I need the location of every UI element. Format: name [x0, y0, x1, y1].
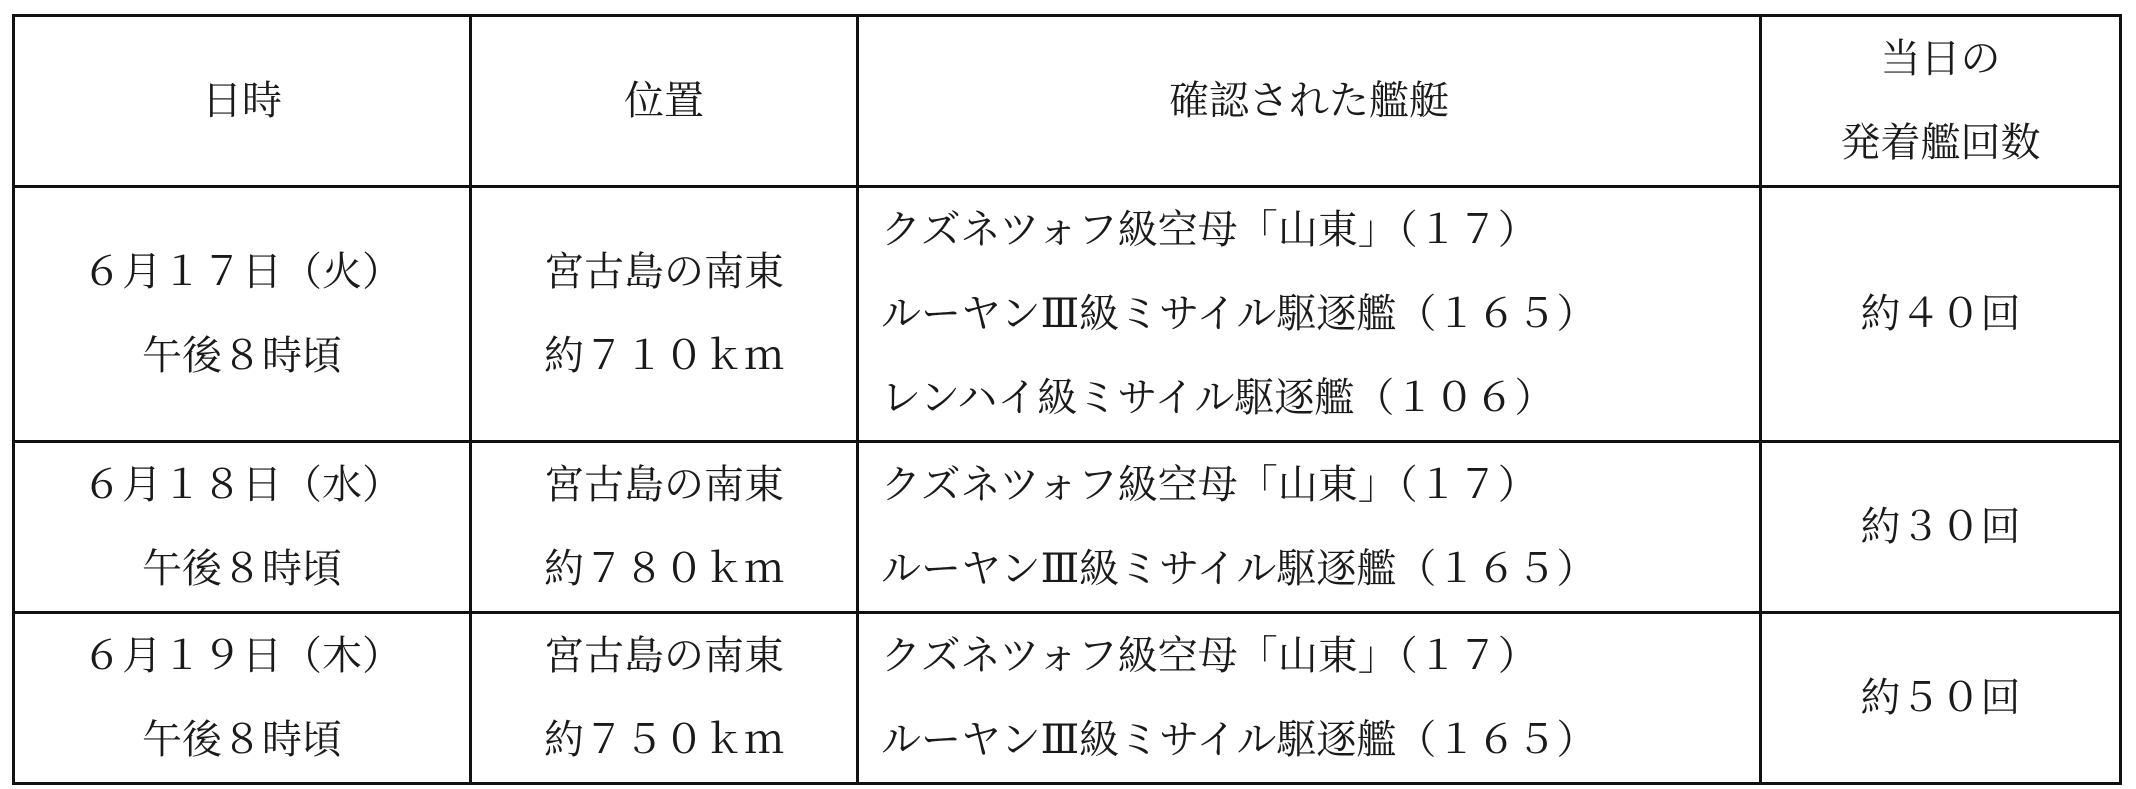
header-row	[14, 16, 2121, 187]
ships-cell	[858, 187, 1761, 442]
ship-entry: ルーヤンⅢ級ミサイル駆逐艦（１６５）	[881, 717, 1597, 763]
date-cell	[14, 187, 471, 442]
ship-entry: クズネツォフ級空母「山東」（１７）	[881, 207, 1538, 253]
position-cell	[471, 187, 858, 442]
ship-entry: レンハイ級ミサイル駆逐艦（１０６）	[881, 375, 1555, 421]
position-cell	[471, 442, 858, 613]
header-count	[1761, 16, 2121, 187]
ships-cell	[858, 442, 1761, 613]
position-line1: 宮古島の南東	[544, 633, 784, 679]
position-line2: 約７１０ｋｍ	[544, 333, 784, 379]
date-cell	[14, 613, 471, 784]
date-text: ６月１７日（火）	[82, 249, 402, 295]
position-line1: 宮古島の南東	[544, 249, 784, 295]
count-cell: 約４０回	[1761, 187, 2121, 442]
date-text: ６月１９日（木）	[82, 633, 402, 679]
table-row	[14, 442, 2121, 613]
position-cell	[471, 613, 858, 784]
table-row	[14, 613, 2121, 784]
header-position: 位置	[471, 16, 858, 187]
ship-entry: クズネツォフ級空母「山東」（１７）	[881, 462, 1538, 508]
position-line2: 約７５０ｋｍ	[544, 717, 784, 763]
count-cell: 約５０回	[1761, 613, 2121, 784]
header-ships: 確認された艦艇	[858, 16, 1761, 187]
ship-entry: ルーヤンⅢ級ミサイル駆逐艦（１６５）	[881, 546, 1597, 592]
date-cell	[14, 442, 471, 613]
time-text: 午後８時頃	[142, 546, 342, 592]
position-line1: 宮古島の南東	[544, 462, 784, 508]
count-cell: 約３０回	[1761, 442, 2121, 613]
date-text: ６月１８日（水）	[82, 462, 402, 508]
header-count-line1: 当日の	[1880, 36, 2001, 82]
table-row	[14, 187, 2121, 442]
ship-observation-table	[12, 14, 2122, 785]
position-line2: 約７８０ｋｍ	[544, 546, 784, 592]
time-text: 午後８時頃	[142, 333, 342, 379]
ships-cell	[858, 613, 1761, 784]
header-count-line2: 発着艦回数	[1840, 120, 2041, 166]
ship-entry: ルーヤンⅢ級ミサイル駆逐艦（１６５）	[881, 291, 1597, 337]
header-date: 日時	[14, 16, 471, 187]
time-text: 午後８時頃	[142, 717, 342, 763]
ship-entry: クズネツォフ級空母「山東」（１７）	[881, 633, 1538, 679]
